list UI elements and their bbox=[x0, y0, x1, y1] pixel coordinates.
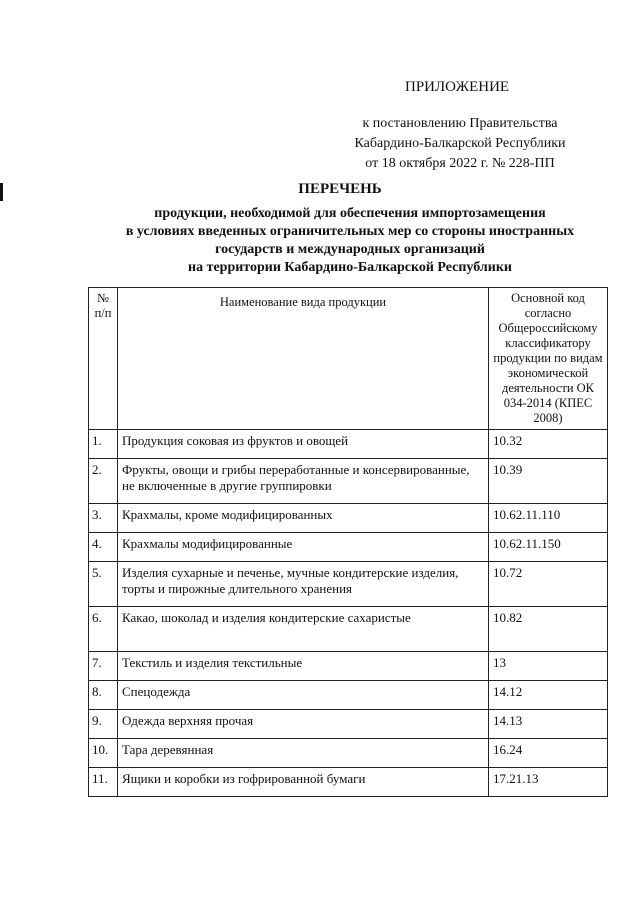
table-row bbox=[89, 562, 608, 607]
row-num: 11. bbox=[89, 768, 118, 797]
row-name: Текстиль и изделия текстильные bbox=[118, 652, 489, 681]
row-code: 10.32 bbox=[489, 430, 608, 459]
row-name: Тара деревянная bbox=[118, 739, 489, 768]
row-name: Ящики и коробки из гофрированной бумаги bbox=[118, 768, 489, 797]
row-code: 17.21.13 bbox=[489, 768, 608, 797]
row-code: 14.12 bbox=[489, 681, 608, 710]
table-row bbox=[89, 710, 608, 739]
row-code: 10.39 bbox=[489, 459, 608, 504]
table-row bbox=[89, 681, 608, 710]
row-name: Одежда верхняя прочая bbox=[118, 710, 489, 739]
table-row bbox=[89, 459, 608, 504]
row-num: 5. bbox=[89, 562, 118, 607]
table-row bbox=[89, 652, 608, 681]
subheading-line: государств и международных организаций bbox=[215, 242, 485, 257]
table-row bbox=[89, 430, 608, 459]
row-num: 10. bbox=[89, 739, 118, 768]
document-heading: ПЕРЕЧЕНЬ bbox=[298, 181, 382, 197]
row-name: Какао, шоколад и изделия кондитерские сахаристые bbox=[118, 607, 489, 652]
table-header-row bbox=[89, 288, 608, 430]
column-header-code: Основной код согласно Общероссийскому классификатору продукции по видам экономической деятельности ОК 034-2014 (КПЕС 2008) bbox=[489, 288, 608, 430]
row-num: 1. bbox=[89, 430, 118, 459]
product-table bbox=[88, 287, 608, 797]
decree-line: к постановлению Правительства bbox=[362, 116, 558, 131]
decree-line: Кабардино-Балкарской Республики bbox=[354, 136, 566, 151]
column-header-name: Наименование вида продукции bbox=[118, 288, 489, 430]
row-num: 2. bbox=[89, 459, 118, 504]
table-row bbox=[89, 739, 608, 768]
row-code: 10.62.11.150 bbox=[489, 533, 608, 562]
table-row bbox=[89, 607, 608, 652]
row-name: Крахмалы модифицированные bbox=[118, 533, 489, 562]
subheading-line: в условиях введенных ограничительных мер со стороны иностранных bbox=[125, 224, 575, 239]
decree-line: от 18 октября 2022 г. № 228-ПП bbox=[365, 156, 555, 171]
row-num: 7. bbox=[89, 652, 118, 681]
row-num: 4. bbox=[89, 533, 118, 562]
row-code: 16.24 bbox=[489, 739, 608, 768]
row-num: 9. bbox=[89, 710, 118, 739]
row-code: 10.82 bbox=[489, 607, 608, 652]
row-code: 13 bbox=[489, 652, 608, 681]
subheading-line: на территории Кабардино-Балкарской Республики bbox=[188, 260, 512, 275]
row-num: 3. bbox=[89, 504, 118, 533]
decree-reference bbox=[330, 114, 590, 174]
document-subheading bbox=[60, 205, 640, 277]
row-num: 8. bbox=[89, 681, 118, 710]
row-name: Крахмалы, кроме модифицированных bbox=[118, 504, 489, 533]
appendix-label: ПРИЛОЖЕНИЕ bbox=[405, 79, 510, 95]
row-name: Спецодежда bbox=[118, 681, 489, 710]
row-name: Продукция соковая из фруктов и овощей bbox=[118, 430, 489, 459]
table-row bbox=[89, 504, 608, 533]
table-row bbox=[89, 533, 608, 562]
row-code: 14.13 bbox=[489, 710, 608, 739]
row-name: Фрукты, овощи и грибы переработанные и консервированные, не включенные в другие группировки bbox=[118, 459, 489, 504]
row-code: 10.72 bbox=[489, 562, 608, 607]
row-name: Изделия сухарные и печенье, мучные кондитерские изделия, торты и пирожные длительного хранения bbox=[118, 562, 489, 607]
table-row bbox=[89, 768, 608, 797]
column-header-num: № п/п bbox=[89, 288, 118, 430]
subheading-line: продукции, необходимой для обеспечения импортозамещения bbox=[154, 206, 546, 221]
row-code: 10.62.11.110 bbox=[489, 504, 608, 533]
row-num: 6. bbox=[89, 607, 118, 652]
